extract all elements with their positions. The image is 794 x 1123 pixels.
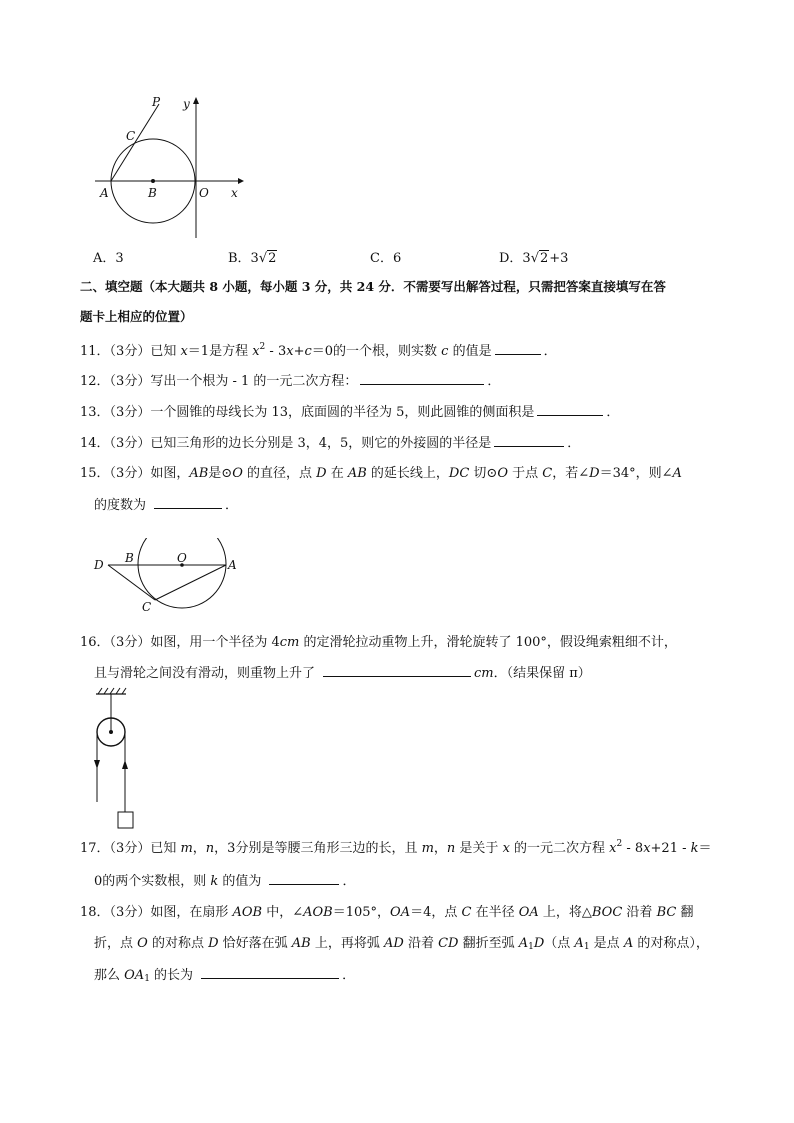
ceiling-hatch xyxy=(122,688,126,694)
question-18: 18．（3分）如图，在扇形 AOB 中，∠AOB＝105°，OA＝4，点 C 在半径 OA 上，将△BOC 沿着 BC 翻 xyxy=(80,905,694,920)
sqrt-sign: √ xyxy=(530,251,539,266)
arrow-down-icon xyxy=(94,760,100,769)
choice-b-radicand: 2 xyxy=(268,251,277,266)
question-12: 12．（3分）写出一个根为 - 1 的一元二次方程： ． xyxy=(80,374,501,389)
section-heading-line2: 题卡上相应的位置） xyxy=(80,309,193,324)
answer-blank-17[interactable] xyxy=(269,872,339,885)
pulley-axle xyxy=(109,730,113,734)
choice-b xyxy=(228,247,277,266)
question-16-line2: 且与滑轮之间没有滑动，则重物上升了 cm．（结果保留 π） xyxy=(94,666,591,681)
ceiling-hatch xyxy=(110,688,114,694)
label-c: C xyxy=(142,600,152,614)
label-b: B xyxy=(148,186,157,200)
choice-d xyxy=(499,247,568,266)
question-15-line2: 的度数为 ． xyxy=(94,498,239,513)
ceiling-hatch xyxy=(116,688,120,694)
q10-figure xyxy=(90,92,250,242)
choice-b-prefix: B．3 xyxy=(228,251,259,266)
question-13: 13．（3分）一个圆锥的母线长为 13，底面圆的半径为 5，则此圆锥的侧面积是 ． xyxy=(80,405,620,420)
y-axis-arrow xyxy=(193,97,199,104)
label-o: O xyxy=(177,551,187,565)
q15-figure xyxy=(90,538,250,618)
q16-pulley-figure xyxy=(88,686,148,836)
question-15: 15．（3分）如图，AB是⊙O 的直径，点 D 在 AB 的延长线上，DC 切⊙O 于点 C，若∠D＝34°，则∠A xyxy=(80,466,682,481)
line-dc xyxy=(108,565,155,600)
label-o: O xyxy=(199,186,209,200)
question-14: 14．（3分）已知三角形的边长分别是 3，4，5，则它的外接圆的半径是 ． xyxy=(80,436,581,451)
question-16: 16．（3分）如图，用一个半径为 4cm 的定滑轮拉动重物上升，滑轮旋转了 100°，假设绳索粗细不计， xyxy=(80,635,677,650)
label-p: P xyxy=(152,95,161,109)
choice-d-suffix: +3 xyxy=(549,251,569,266)
question-17-line2: 0的两个实数根，则 k 的值为 ． xyxy=(94,874,356,889)
question-11: 11．（3分）已知 x＝1是方程 $x^2 - 3x+c=0$的一个根，则实数 c 的值是 ． xyxy=(80,342,557,359)
question-18-line2: 折，点 O 的对称点 D 恰好落在弧 AB 上，再将弧 AD 沿着 CD 翻折至弧 $A_1D$（点 $A_1$ 是点 A 的对称点）， xyxy=(94,936,709,952)
label-d: D xyxy=(94,558,104,572)
answer-blank-14[interactable] xyxy=(494,434,564,447)
label-a: A xyxy=(100,186,109,200)
ceiling-hatch xyxy=(104,688,108,694)
answer-blank-12[interactable] xyxy=(360,372,484,385)
answer-blank-15[interactable] xyxy=(154,496,222,509)
answer-blank-13[interactable] xyxy=(537,403,603,416)
answer-blank-11[interactable] xyxy=(495,342,541,355)
point-b xyxy=(151,179,155,183)
label-c: C xyxy=(126,129,136,143)
arrow-up-icon xyxy=(122,760,128,769)
choice-d-prefix: D．3 xyxy=(499,251,531,266)
section-heading-line1: 二、填空题（本大题共 8 小题，每小题 3 分，共 24 分．不需要写出解答过程，只需把答案直接填写在答 xyxy=(80,279,666,294)
label-b: B xyxy=(125,551,134,565)
ceiling-hatch xyxy=(98,688,102,694)
weight-box xyxy=(118,812,133,828)
question-17: 17．（3分）已知 m，n，3分别是等腰三角形三边的长，且 m，n 是关于 x 的一元二次方程 $x^2 - 8x+21 - k=$ xyxy=(80,839,712,856)
answer-blank-18[interactable] xyxy=(201,966,339,979)
x-axis-arrow xyxy=(238,178,244,184)
sqrt-sign: √ xyxy=(258,251,268,266)
label-a: A xyxy=(228,558,237,572)
choice-c: C．6 xyxy=(370,251,402,266)
label-y: y xyxy=(183,97,190,111)
question-18-line3: 那么 $OA_1$ 的长为 ． xyxy=(94,968,356,984)
line-ca xyxy=(155,565,226,600)
label-x: x xyxy=(231,186,238,200)
choice-d-radicand: 2 xyxy=(540,251,549,266)
answer-blank-16[interactable] xyxy=(323,664,471,677)
choice-a: A．3 xyxy=(93,251,124,266)
